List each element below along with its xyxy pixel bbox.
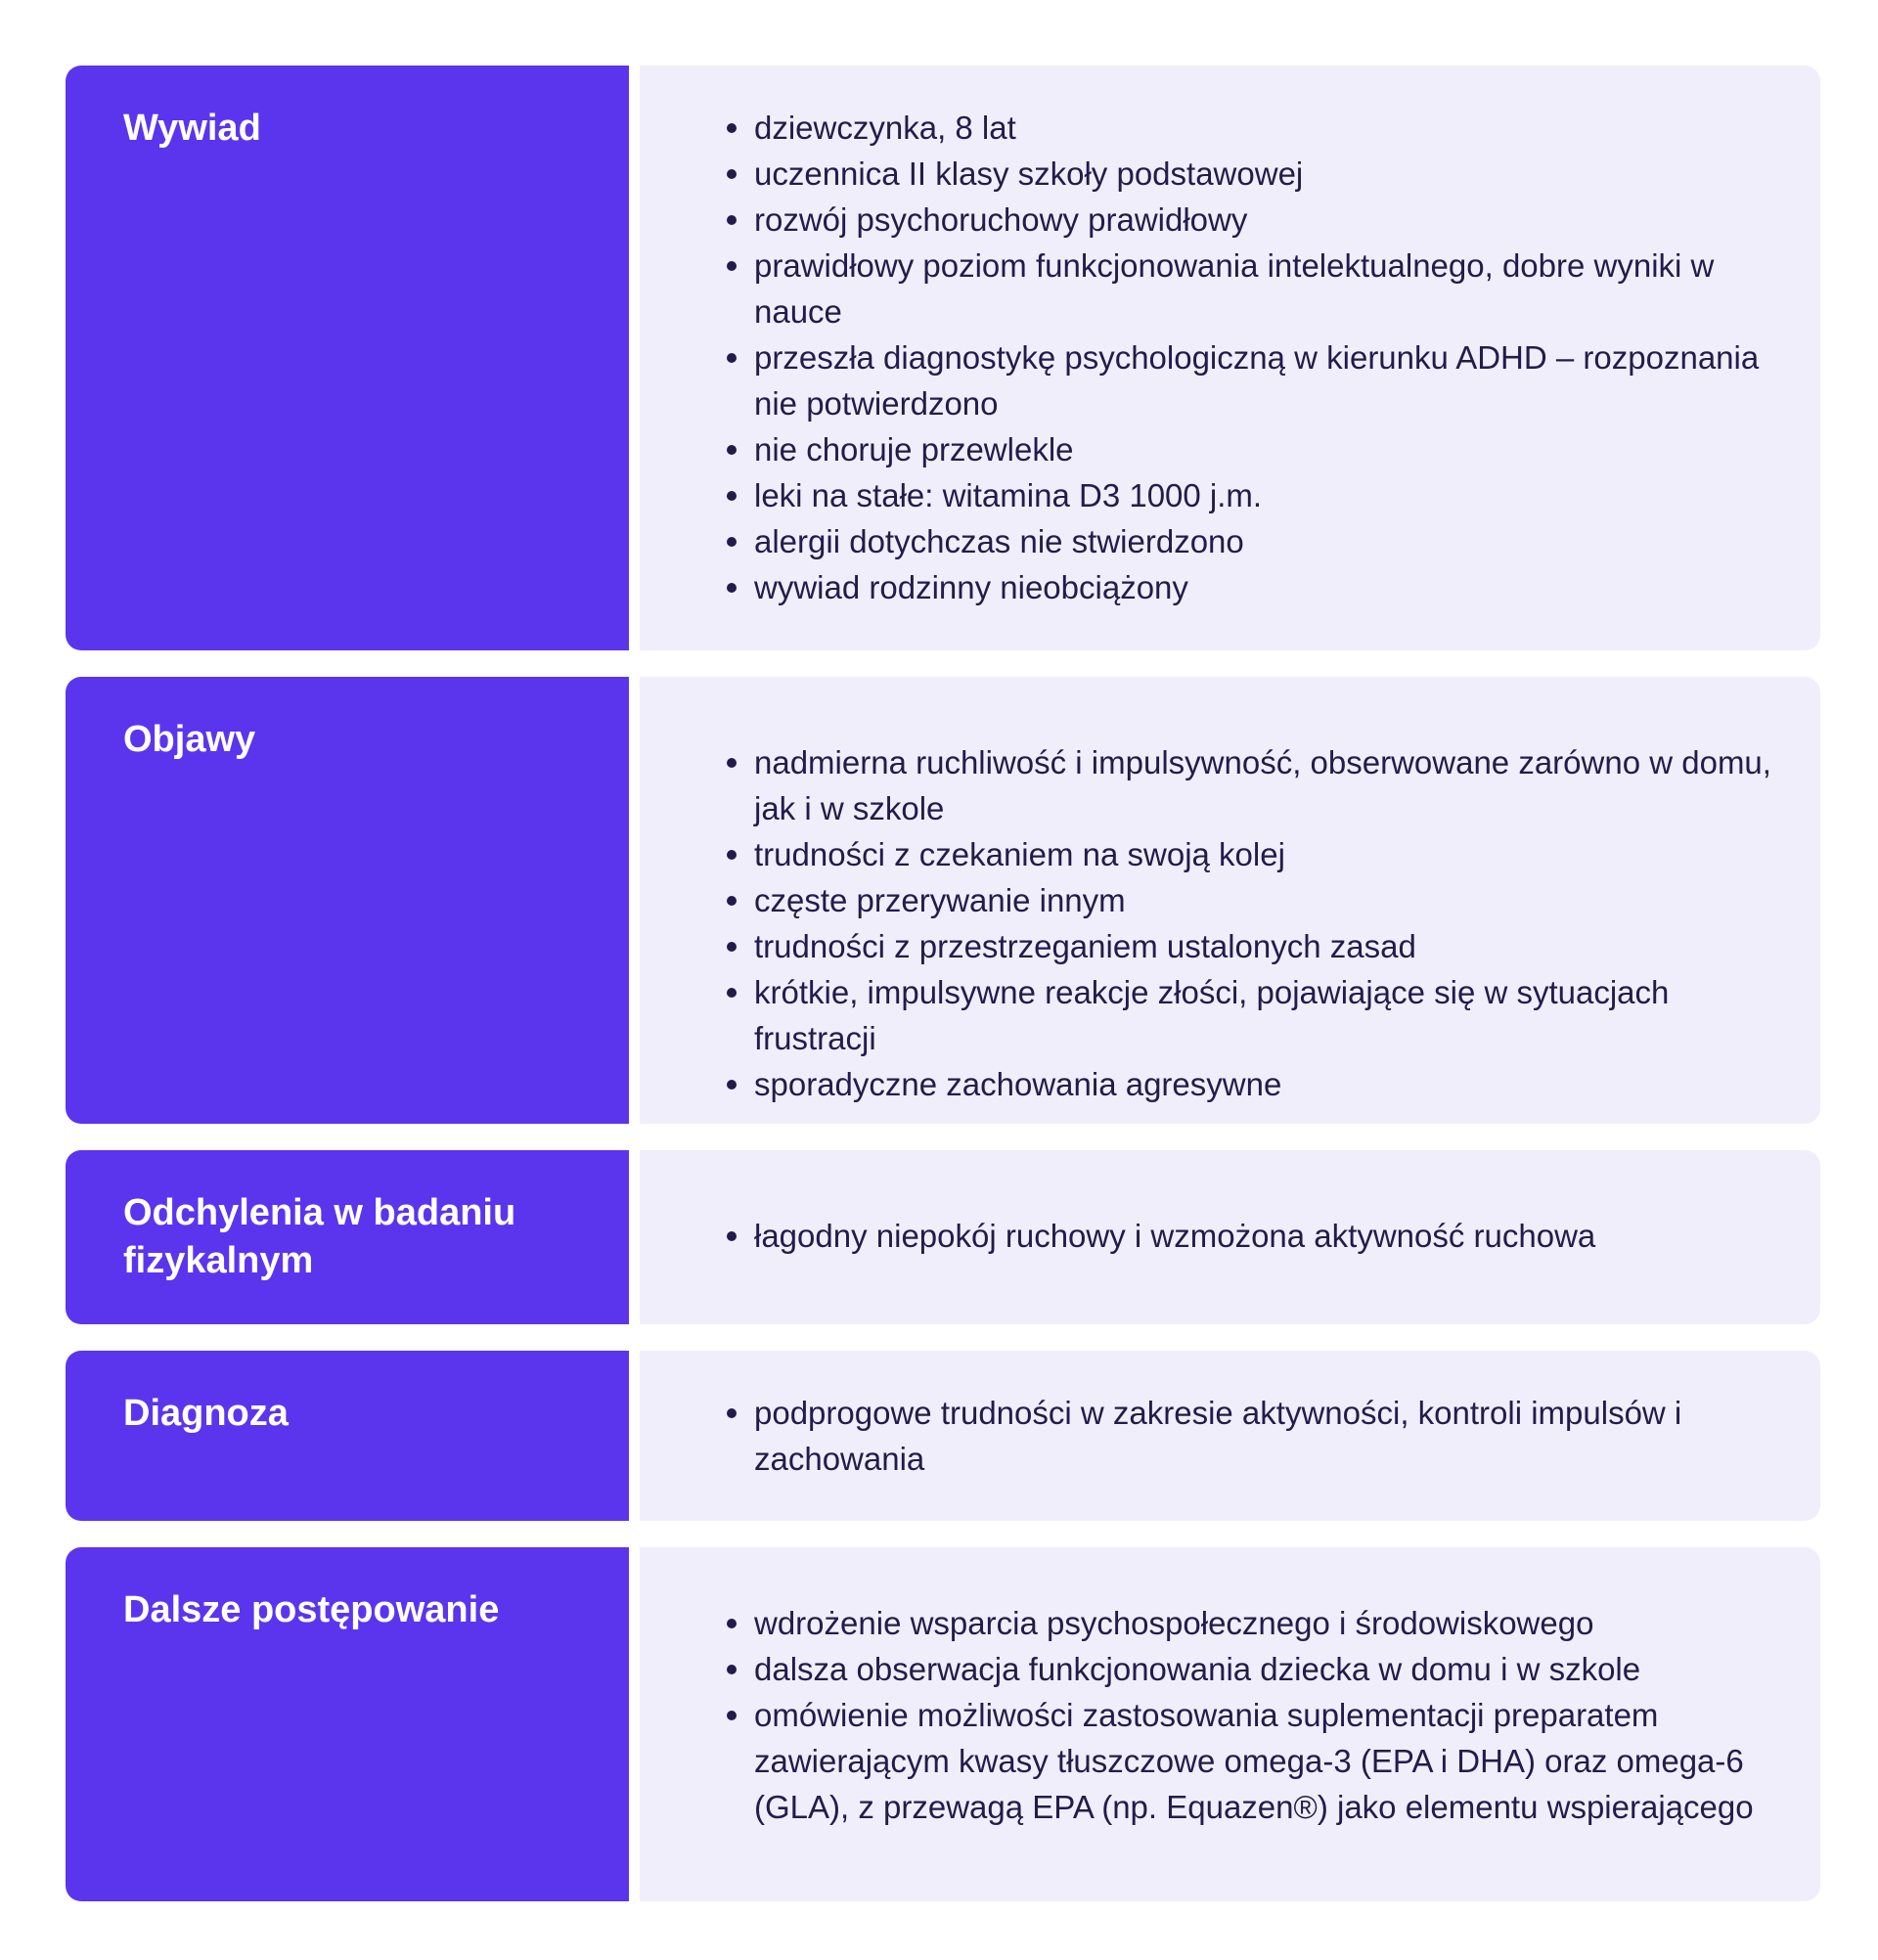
bullet-list <box>640 739 1781 1107</box>
row-odchylenia <box>66 1150 1820 1324</box>
list-item: nadmierna ruchliwość i impulsywność, obserwowane zarówno w domu, jak i w szkole <box>754 739 1781 831</box>
row-objawy <box>66 677 1820 1124</box>
list-item: trudności z czekaniem na swoją kolej <box>754 831 1781 877</box>
row-heading: Objawy <box>66 677 629 1124</box>
row-dalsze-postepowanie <box>66 1547 1820 1901</box>
list-item: wywiad rodzinny nieobciążony <box>754 564 1781 610</box>
list-item: trudności z przestrzeganiem ustalonych zasad <box>754 923 1781 969</box>
row-content <box>640 1150 1820 1324</box>
list-item: uczennica II klasy szkoły podstawowej <box>754 151 1781 197</box>
row-content <box>640 66 1820 650</box>
case-table <box>66 66 1820 1901</box>
list-item: prawidłowy poziom funkcjonowania intelektualnego, dobre wyniki w nauce <box>754 243 1781 334</box>
row-wywiad <box>66 66 1820 650</box>
list-item: przeszła diagnostykę psychologiczną w kierunku ADHD – rozpoznania nie potwierdzono <box>754 334 1781 426</box>
row-content <box>640 677 1820 1124</box>
bullet-list <box>640 1390 1781 1482</box>
list-item: częste przerywanie innym <box>754 877 1781 923</box>
row-heading: Wywiad <box>66 66 629 650</box>
list-item: krótkie, impulsywne reakcje złości, pojawiające się w sytuacjach frustracji <box>754 969 1781 1061</box>
list-item: dziewczynka, 8 lat <box>754 105 1781 151</box>
list-item: wdrożenie wsparcia psychospołecznego i środowiskowego <box>754 1600 1781 1646</box>
list-item: sporadyczne zachowania agresywne <box>754 1061 1781 1107</box>
bullet-list <box>640 1600 1781 1830</box>
row-content <box>640 1547 1820 1901</box>
row-heading: Diagnoza <box>66 1351 629 1521</box>
row-diagnoza <box>66 1351 1820 1521</box>
list-item: podprogowe trudności w zakresie aktywności, kontroli impulsów i zachowania <box>754 1390 1781 1482</box>
list-item: łagodny niepokój ruchowy i wzmożona aktywność ruchowa <box>754 1213 1781 1259</box>
list-item: dalsza obserwacja funkcjonowania dziecka w domu i w szkole <box>754 1646 1781 1692</box>
list-item: omówienie możliwości zastosowania suplementacji preparatem zawierającym kwasy tłuszczowe omega-3 (EPA i DHA) oraz omega-6 (GLA), z przewagą EPA (np. Equazen®) jako elementu wspierającego <box>754 1692 1781 1830</box>
bullet-list <box>640 1213 1781 1259</box>
list-item: alergii dotychczas nie stwierdzono <box>754 518 1781 564</box>
row-content <box>640 1351 1820 1521</box>
list-item: leki na stałe: witamina D3 1000 j.m. <box>754 472 1781 518</box>
bullet-list <box>640 105 1781 610</box>
row-heading: Dalsze postępowanie <box>66 1547 629 1901</box>
row-heading: Odchylenia w badaniu fizykalnym <box>66 1150 629 1324</box>
list-item: nie choruje przewlekle <box>754 426 1781 472</box>
list-item: rozwój psychoruchowy prawidłowy <box>754 197 1781 243</box>
